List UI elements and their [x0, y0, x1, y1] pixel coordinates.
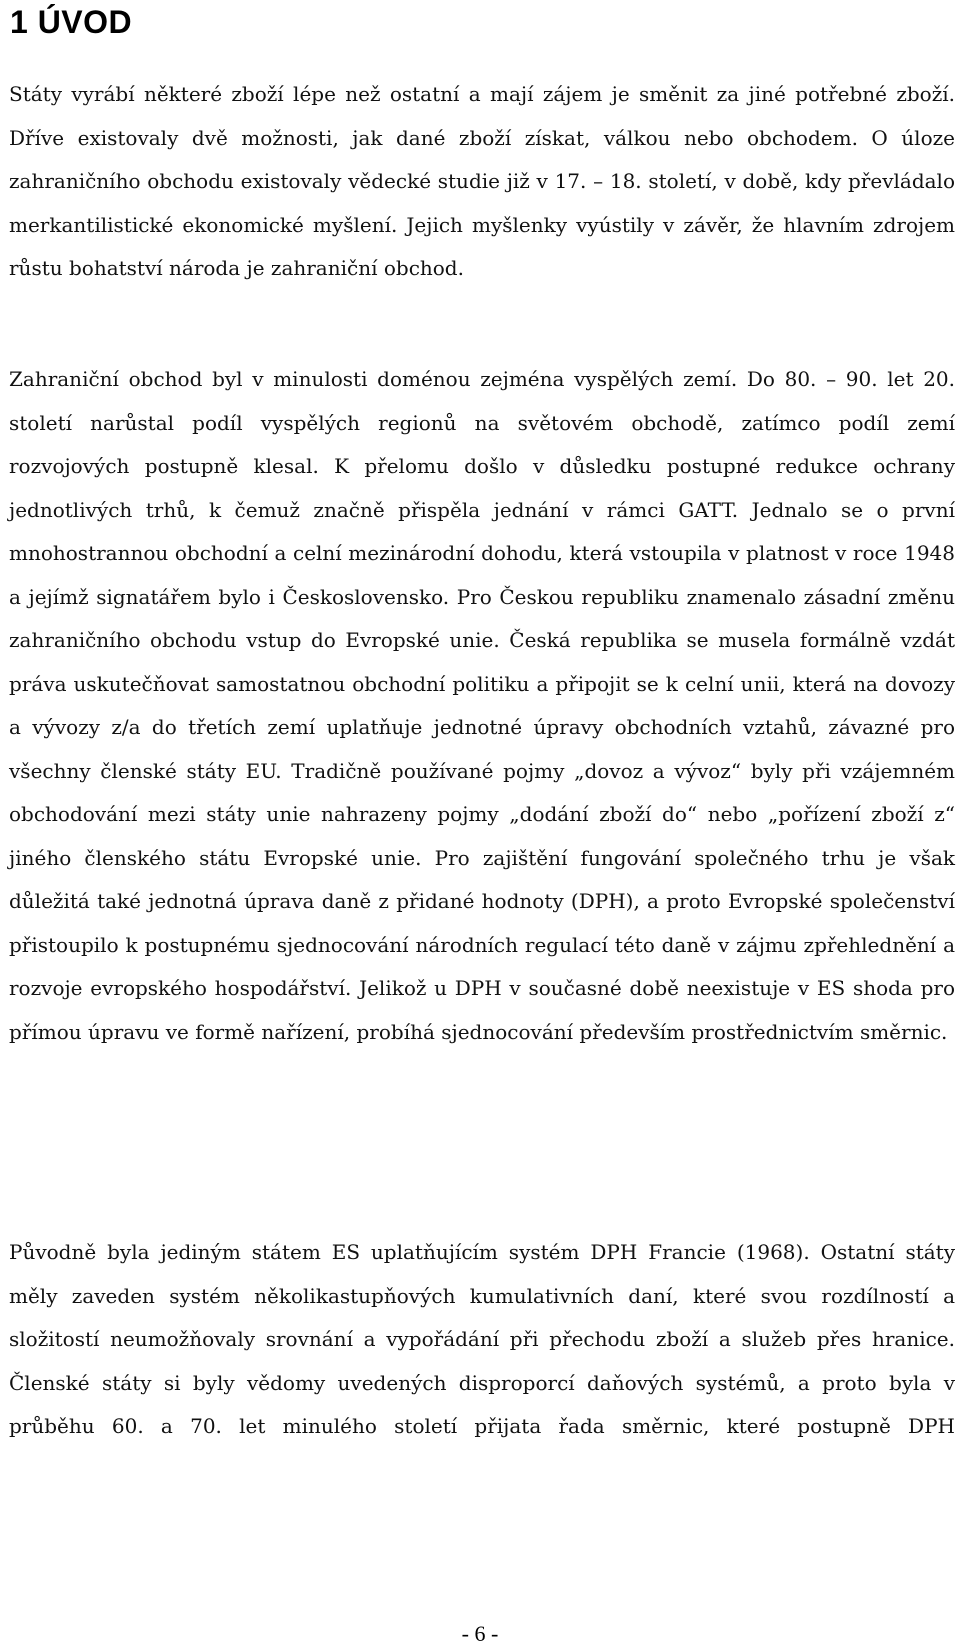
page-number: - 6 -: [461, 1621, 499, 1646]
paragraph-intro: Státy vyrábí některé zboží lépe než ostatní a mají zájem je směnit za jiné potřebné zboží. Dříve existovaly dvě možnosti, jak dané zboží získat, válkou nebo obchodem. O úloze zahraničního obchodu existovaly vědecké studie již v 17. – 18. století, v době, kdy převládalo merkantilistické ekonomické myšlení. Jejich myšlenky vyústily v závěr, že hlavním zdrojem růstu bohatství národa je zahraniční obchod.: [9, 82, 955, 280]
chapter-heading: 1 ÚVOD: [10, 4, 133, 40]
paragraph-foreign-trade: Zahraniční obchod byl v minulosti doménou zejména vyspělých zemí. Do 80. – 90. let 20. století narůstal podíl vyspělých regionů na světovém obchodě, zatímco podíl zemí rozvojových postupně klesal. K přelomu došlo v důsledku postupné redukce ochrany jednotlivých trhů, k čemuž značně přispěla jednání v rámci GATT. Jednalo se o první mnohostrannou obchodní a celní mezinárodní dohodu, která vstoupila v platnost v roce 1948 a jejímž signatářem bylo i Československo. Pro Českou republiku znamenalo zásadní změnu zahraničního obchodu vstup do Evropské unie. Česká republika se musela formálně vzdát práva uskutečňovat samostatnou obchodní politiku a připojit se k celní unii, která na dovozy a vývozy z/a do třetích zemí uplatňuje jednotné úpravy obchodních vztahů, závazné pro všechny členské státy EU. Tradičně používané pojmy „dovoz a vývoz“ byly při vzájemném obchodování mezi státy unie nahrazeny pojmy „dodání zboží do“ nebo „pořízení zboží z“ jiného členského státu Evropské unie. Pro zajištění fungování společného trhu je však důležitá také jednotná úprava daně z přidané hodnoty (DPH), a proto Evropské společenství přistoupilo k postupnému sjednocování národních regulací této daně v zájmu zpřehlednění a rozvoje evropského hospodářství. Jelikož u DPH v současné době neexistuje v ES shoda pro přímou úpravu ve formě nařízení, probíhá sjednocování především prostřednictvím směrnic.: [9, 367, 955, 1044]
paragraph-vat-history: Původně byla jediným státem ES uplatňujícím systém DPH Francie (1968). Ostatní státy měly zaveden systém několikastupňových kumulativních daní, které svou rozdílností a složitostí neumožňovaly srovnání a vypořádání při přechodu zboží a služeb přes hranice. Členské státy si byly vědomy uvedených disproporcí daňových systémů, a proto byla v průběhu 60. a 70. let minulého století přijata řada směrnic, které postupně DPH: [9, 1240, 955, 1438]
